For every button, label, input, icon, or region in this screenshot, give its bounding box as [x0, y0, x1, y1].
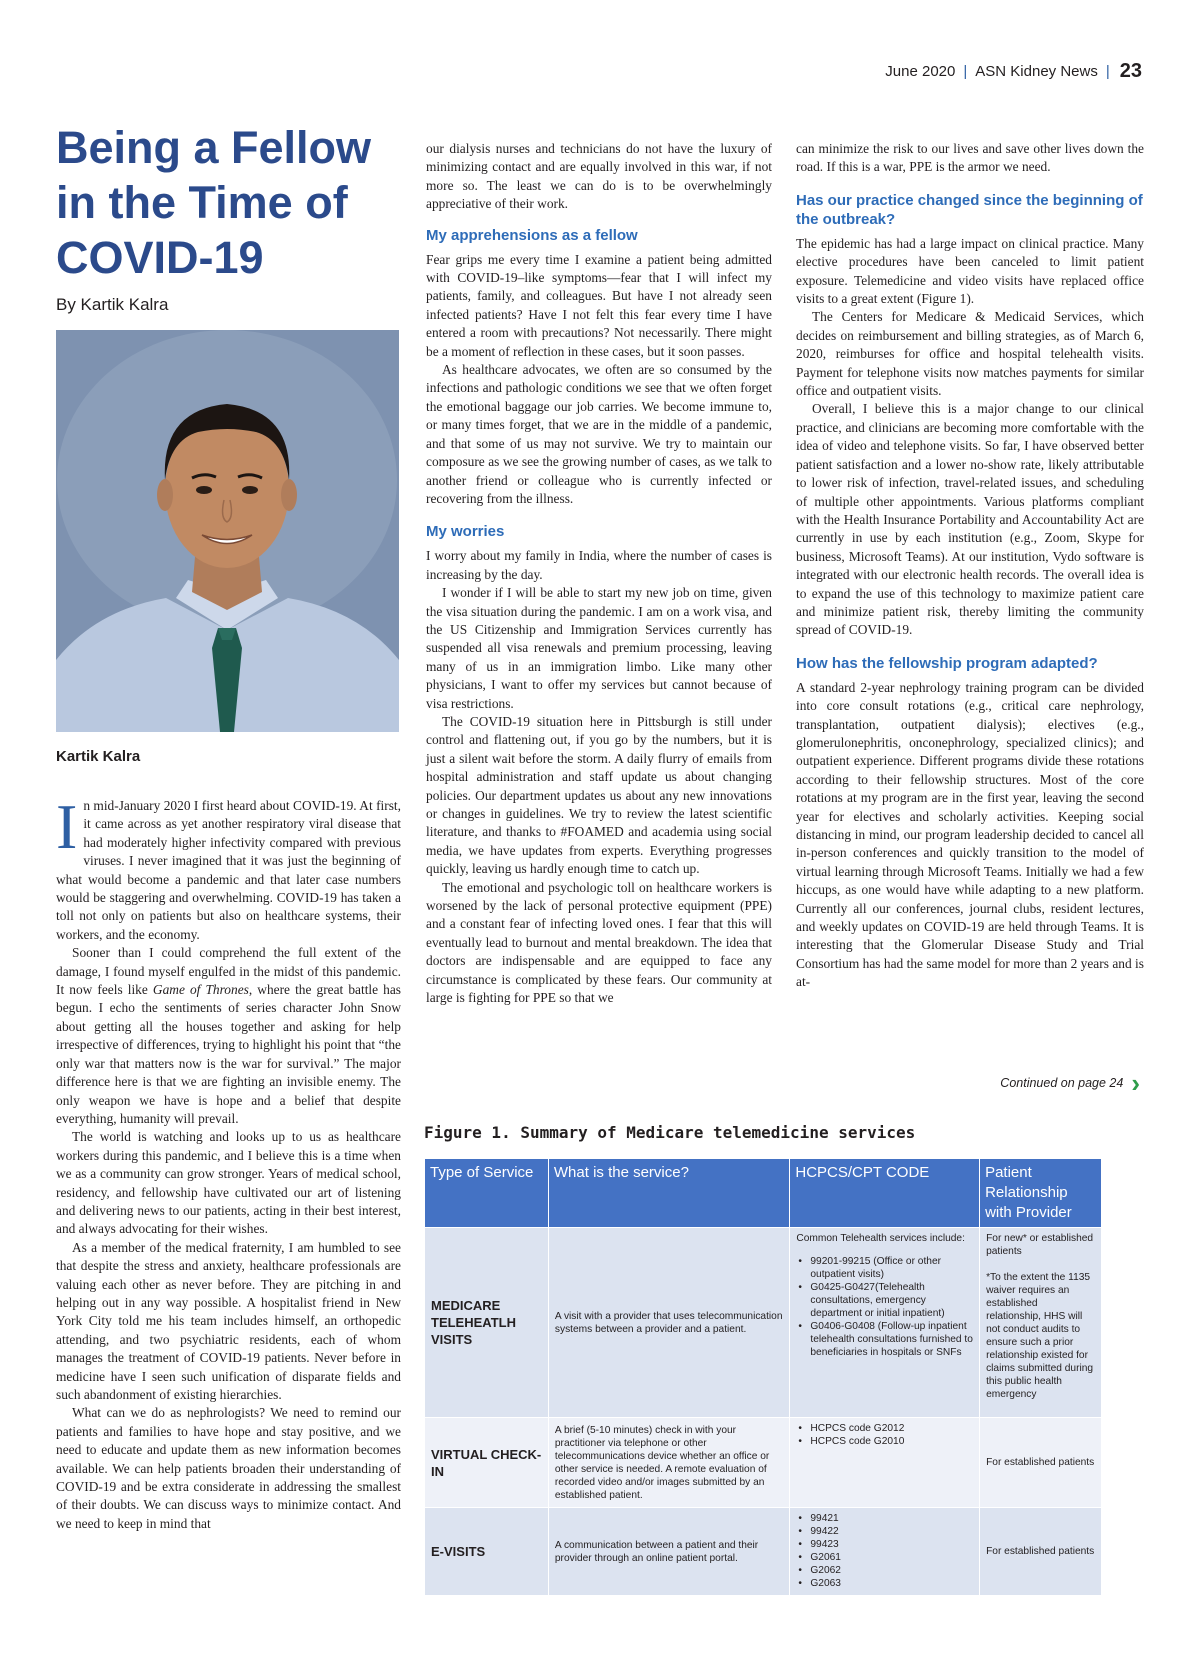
paragraph: Sooner than I could comprehend the full extent of the damage, I found myself engulfed in the midst of this pandemic. It now feels like Game of Thrones, where the great battle has begun. I echo the sentiments of series character John Snow about getting all the houses together and asking for help irrespective of differences, trying to highlight his point that “the only war that matters now is the war for survival.” The major difference here is that we are fighting an invisible enemy. The only weapon we have is hope and a belief that despite everything, humanity will prevail. [56, 945, 401, 1126]
service-description: A communication between a patient and their provider through an online patient portal. [548, 1508, 789, 1596]
chevron-right-icon: › [1131, 1068, 1140, 1098]
code-item: • 99201-99215 (Office or other outpatient visits) [796, 1255, 973, 1281]
continued-text: Continued on page 24 [1000, 1076, 1124, 1090]
section-heading: Has our practice changed since the beginning of the outbreak? [796, 191, 1143, 228]
column-header: What is the service? [548, 1159, 789, 1228]
codes-intro: Common Telehealth services include: [796, 1233, 965, 1244]
service-codes [790, 1418, 980, 1508]
column-header: Type of Service [425, 1159, 549, 1228]
column-header: HCPCS/CPT CODE [790, 1159, 980, 1228]
section-heading: My worries [426, 523, 505, 541]
paragraph: As healthcare advocates, we often are so consumed by the infections and pathologic conditions we see that we often forget the emotional baggage our job carries. We become immune to, or many times forget, that we are in the middle of a pandemic, and that some of us may not survive. We try to maintain our composure as we see the growing number of cases, as we talk to another friend or colleague who is currently infected or recovering from the illness. [426, 362, 772, 506]
table-row [425, 1508, 1102, 1596]
code-item: • 99423 [796, 1538, 973, 1551]
code-item: • HCPCS code G2010 [796, 1435, 973, 1448]
patient-relationship: For established patients [980, 1418, 1102, 1508]
code-item: • G0406-G0408 (Follow-up inpatient telehealth consultations furnished to beneficiaries in hospitals or SNFs [796, 1320, 973, 1359]
code-list [796, 1255, 973, 1359]
continued-link[interactable] [1000, 1068, 1140, 1098]
service-type: E-VISITS [425, 1508, 549, 1596]
service-type: MEDICARE TELEHEATLH VISITS [425, 1228, 549, 1418]
portrait-illustration [56, 330, 399, 732]
page-header [885, 60, 1142, 83]
paragraph: The Centers for Medicare & Medicaid Services, which decides on reimbursement and billing strategies, as of March 6, 2020, reimburses for office and hospital telehealth visits. Payment for telephone visits now matches payments for similar office and outpatient visits. [796, 309, 1144, 399]
code-item: • HCPCS code G2012 [796, 1422, 973, 1435]
paragraph: The COVID-19 situation here in Pittsburgh is still under control and flattening out, if you go by the numbers, but it is just a silent wait before the storm. A daily flurry of emails from hospital administration and staff update us about changing policies. Our department updates us about any new innovations or changes in guidelines. We try to review the latest scientific literature, and thanks to #FOAMED and academia using social media, we have updates from experts. Everything progresses quickly, leaving us hardly enough time to catch up. [426, 713, 772, 877]
paragraph: can minimize the risk to our lives and save other lives down the road. If this is a war, PPE is the armor we need. [796, 141, 1144, 175]
service-description: A visit with a provider that uses telecommunication systems between a provider and a patient. [548, 1228, 789, 1418]
code-item: • G2063 [796, 1577, 973, 1590]
section-heading: How has the fellowship program adapted? [796, 654, 1098, 672]
paragraph: The world is watching and looks up to us as healthcare workers during this pandemic, and I believe this is a time when we as a community can grow stronger. Years of medical school, residency, and fellowship have cultivated our art of listening and delivering news to our patients, acting in their best interest, and always advocating for their wishes. [56, 1129, 401, 1237]
page-number: 23 [1119, 60, 1142, 82]
code-item: • 99422 [796, 1525, 973, 1538]
paragraph: I worry about my family in India, where the number of cases is increasing by the day. [426, 548, 772, 582]
paragraph: The epidemic has had a large impact on clinical practice. Many elective procedures have been canceled to limit patient exposure. Telemedicine and video visits have replaced office visits to a great extent (Figure 1). [796, 235, 1144, 307]
table-header-row [425, 1159, 1102, 1228]
paragraph: I wonder if I will be able to start my new job on time, given the visa situation during the pandemic. I am on a work visa, and the US Citizenship and Immigration Services currently has suspended all visa renewals and premium processing, leaving many of us in an immigration limbo. Like many other physicians, I want to offer my services but cannot because of visa restrictions. [426, 585, 772, 711]
service-codes [790, 1228, 980, 1418]
code-item: • G0425-G0427(Telehealth consultations, emergency department or initial inpatient) [796, 1281, 973, 1320]
author-photo [56, 330, 399, 732]
code-list [796, 1512, 973, 1590]
issue-date: June 2020 [885, 63, 956, 80]
paragraph: Fear grips me every time I examine a patient being admitted with COVID-19–like symptoms—fear that I will infect my patients, family, and colleagues. But have I not already seen infected patients? Have I not felt this fear every time I have entered a room with precautions? Not necessarily. There might be a moment of reflection in these cases, but it soon passes. [426, 251, 772, 359]
service-description: A brief (5-10 minutes) check in with your practitioner via telephone or other telecommunications device whether an office or other service is needed. A remote evaluation of recorded video and/or images submitted by an established patient. [548, 1418, 789, 1508]
service-type: VIRTUAL CHECK-IN [425, 1418, 549, 1508]
section-heading: My apprehensions as a fellow [426, 226, 638, 244]
photo-caption: Kartik Kalra [56, 748, 141, 765]
publication-name: ASN Kidney News [975, 63, 1098, 80]
paragraph: Overall, I believe this is a major change to our clinical practice, and clinicians are becoming more comfortable with the idea of video and telephone visits. So far, I have observed better patient satisfaction and a lower no-show rate, likely attributable to lower risk of infection, travel-related issues, and scheduling of multiple other appointments. Various platforms compliant with the Health Insurance Portability and Accountability Act are currently in use by each institution (e.g., Zoom, Skype for business, Microsoft Teams). At our institution, Vydo software is integrated with our electronic health records. The overall idea is to expand the use of this technology to maximize patient care and minimize patient risk, thereby limiting the community spread of COVID-19. [796, 401, 1144, 638]
drop-cap: I [56, 791, 78, 862]
paragraph: In mid-January 2020 I first heard about COVID-19. At first, it came across as yet another respiratory viral disease that had moderately higher infectivity compared with previous viruses. I never imagined that it was just the beginning of what would become a pandemic and that later case numbers would be staggering and overwhelming. COVID-19 has taken a toll not only on patients but also on healthcare systems, their workers, and the economy. [56, 791, 401, 942]
article-column-1 [56, 791, 401, 1533]
table-row [425, 1418, 1102, 1508]
column-header: Patient Relationship with Provider [980, 1159, 1102, 1228]
code-item: • 99421 [796, 1512, 973, 1525]
relationship-text: For new* or established patients [986, 1233, 1094, 1257]
paragraph: our dialysis nurses and technicians do not have the luxury of minimizing contact and are equally involved in this war, if not more so. The least we can do is to be overwhelmingly appreciative of their work. [426, 141, 772, 212]
header-separator: | [1105, 63, 1110, 80]
relationship-note: *To the extent the 1135 waiver requires an established relationship, HHS will not conduct audits to ensure such a prior relationship existed for claims submitted during this public health emergency [986, 1272, 1094, 1400]
telemedicine-table [424, 1158, 1102, 1596]
paragraph: As a member of the medical fraternity, I am humbled to see that despite the stress and anxiety, healthcare professionals are valuing each other as never before. They are pitching in and helping out in any way possible. A hospitalist friend in New York City told me his team includes himself, an orthopedic attending, and two psychiatric residents, each of whom manages the treatment of COVID-19 patients. Never before in medicine have I seen such unification of disparate fields and such abandonment of existing hierarchies. [56, 1239, 401, 1402]
paragraph: The emotional and psychologic toll on healthcare workers is worsened by the lack of personal protective equipment (PPE) and a constant fear of infecting loved ones. I fear that this will eventually lead to burnout and mental breakdown. The idea that doctors are indispensable and are equipped to face any circumstance is complicated by these fears. Our community at large is fighting for PPE so that we [426, 879, 772, 1006]
table-row [425, 1228, 1102, 1418]
code-list [796, 1422, 973, 1448]
code-item: • G2061 [796, 1551, 973, 1564]
article-title: Being a Fellow in the Time of COVID-19 [56, 122, 372, 283]
service-codes [790, 1508, 980, 1596]
figure-title: Figure 1. Summary of Medicare telemedicine services [424, 1123, 916, 1142]
paragraph: A standard 2-year nephrology training program can be divided into core consult rotations (e.g., critical care nephrology, transplantation, outpatient dialysis); electives (e.g., glomerulonephritis, onconephrology, specialized clinics); and outpatient experience. Different programs divide these rotations according to their fellowship structures. Most of the core rotations at my program are in the first year, leaving the second year for electives and scholarly activities. Keeping social distancing in mind, our program leadership decided to cancel all in-person conferences and quickly transition to the model of virtual learning through Microsoft Teams. Initially we had a few hiccups, as one would have while adapting to a new platform. Currently all our conferences, journal clubs, resident lectures, and weekly updates on COVID-19 are held through Teams. It is interesting that the Glomerular Disease Study and Trial Consortium has had the same model for more than 2 years and is at- [796, 679, 1144, 990]
byline: By Kartik Kalra [56, 295, 169, 314]
header-separator: | [963, 63, 968, 80]
article-column-2 [426, 140, 772, 1007]
article-column-3 [796, 140, 1144, 992]
paragraph: What can we do as nephrologists? We need to remind our patients and families to have hope and stay positive, and we need to educate and update them as new information becomes available. We can help patients broaden their understanding of COVID-19 and be extra considerate in addressing the smallest of their doubts. We can discuss ways to minimize contact. And we need to keep in mind that [56, 1405, 401, 1531]
code-item: • G2062 [796, 1564, 973, 1577]
patient-relationship [980, 1228, 1102, 1418]
patient-relationship: For established patients [980, 1508, 1102, 1596]
